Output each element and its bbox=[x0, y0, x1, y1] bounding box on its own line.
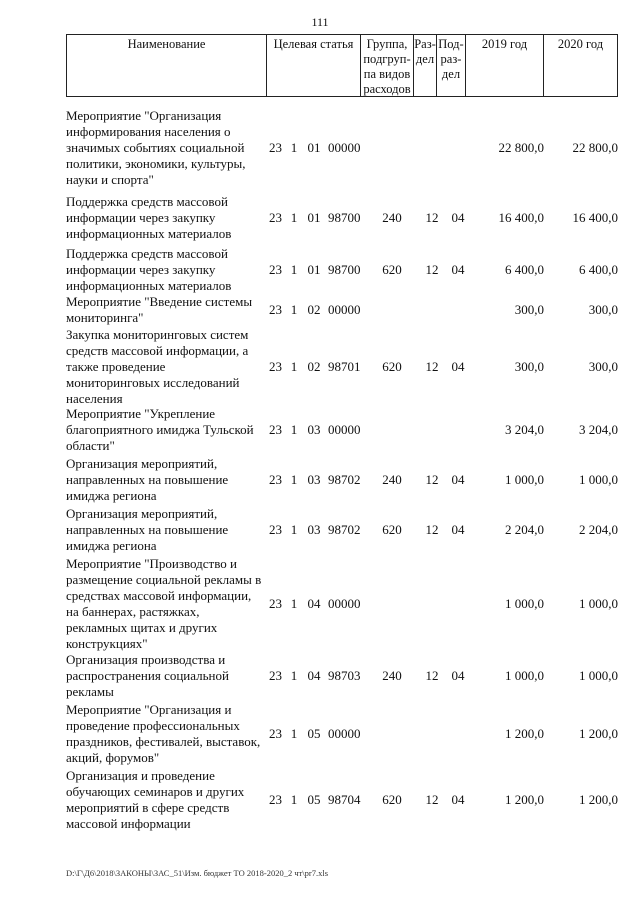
row-name bbox=[66, 294, 262, 326]
row-podrazdel: 04 bbox=[451, 262, 465, 277]
row-name-line: обучающих семинаров и других bbox=[66, 784, 245, 799]
row-group: 620 bbox=[382, 792, 402, 807]
row-name bbox=[66, 702, 262, 766]
target-code-part: 1 bbox=[290, 668, 298, 683]
row-group: 240 bbox=[382, 472, 402, 487]
row-name-line: конструкциях" bbox=[66, 636, 148, 651]
target-code-part: 23 bbox=[269, 472, 282, 487]
row-2019: 2 204,0 bbox=[505, 522, 544, 537]
row-name-line: направленных на повышение bbox=[66, 522, 229, 537]
row-name-line: размещение социальной рекламы в bbox=[66, 572, 262, 587]
table-row bbox=[66, 702, 618, 766]
row-name-line: Организация мероприятий, bbox=[66, 456, 218, 471]
row-name-line: Мероприятие "Организация bbox=[66, 108, 222, 123]
row-name-line: информационных материалов bbox=[66, 226, 232, 241]
row-name bbox=[66, 327, 262, 407]
row-name bbox=[66, 768, 262, 832]
row-name-line: массовой информации bbox=[66, 816, 191, 831]
row-name-line: Организация производства и bbox=[66, 652, 226, 667]
header-target: Целевая статья bbox=[267, 35, 361, 96]
row-name-line: Мероприятие "Организация и bbox=[66, 702, 232, 717]
row-name-line: Поддержка средств массовой bbox=[66, 194, 228, 209]
row-name bbox=[66, 506, 262, 554]
row-podrazdel: 04 bbox=[451, 792, 465, 807]
row-2020: 1 200,0 bbox=[579, 726, 618, 741]
row-2020: 1 000,0 bbox=[579, 668, 618, 683]
row-name-line: Организация и проведение bbox=[66, 768, 215, 783]
table-row bbox=[66, 194, 618, 242]
table-row bbox=[66, 246, 618, 294]
row-2020: 2 204,0 bbox=[579, 522, 618, 537]
target-code-part: 00000 bbox=[328, 302, 361, 317]
header-group-line: расходов bbox=[363, 82, 411, 96]
row-name-line: значимых событиях социальной bbox=[66, 140, 245, 155]
target-code-part: 1 bbox=[290, 726, 298, 741]
header-2019: 2019 год bbox=[466, 35, 544, 96]
row-2019: 16 400,0 bbox=[498, 210, 544, 225]
row-2020: 6 400,0 bbox=[579, 262, 618, 277]
row-name-line: Организация мероприятий, bbox=[66, 506, 218, 521]
row-razdel: 12 bbox=[425, 522, 439, 537]
row-2020: 22 800,0 bbox=[572, 140, 618, 155]
row-name bbox=[66, 108, 262, 188]
row-2019: 22 800,0 bbox=[498, 140, 544, 155]
row-podrazdel: 04 bbox=[451, 522, 465, 537]
target-code-part: 23 bbox=[269, 302, 282, 317]
target-code-part: 23 bbox=[269, 359, 282, 374]
header-podrazdel-line: Под- bbox=[438, 37, 464, 51]
target-code-part: 98701 bbox=[328, 359, 361, 374]
row-target-code bbox=[266, 422, 431, 438]
target-code-part: 23 bbox=[269, 668, 282, 683]
header-razdel-line: дел bbox=[415, 52, 435, 66]
row-group: 240 bbox=[382, 668, 402, 683]
target-code-part: 98700 bbox=[328, 262, 361, 277]
target-code-part: 98702 bbox=[328, 472, 361, 487]
row-2020: 16 400,0 bbox=[572, 210, 618, 225]
row-name-line: благоприятного имиджа Тульской bbox=[66, 422, 254, 437]
row-name-line: мониторинга" bbox=[66, 310, 144, 325]
header-razdel-line: Раз- bbox=[414, 37, 436, 51]
row-target-code bbox=[266, 140, 431, 156]
row-name-line: Мероприятие "Производство и bbox=[66, 556, 237, 571]
target-code-part: 23 bbox=[269, 422, 282, 437]
header-podrazdel-line: раз- bbox=[440, 52, 462, 66]
target-code-part: 1 bbox=[290, 210, 298, 225]
row-name bbox=[66, 246, 262, 294]
target-code-part: 23 bbox=[269, 210, 282, 225]
row-name-line: мониторинговых исследований bbox=[66, 375, 240, 390]
table-row bbox=[66, 294, 618, 326]
target-code-part: 98702 bbox=[328, 522, 361, 537]
target-code-part: 1 bbox=[290, 262, 298, 277]
row-name-line: проведение профессиональных bbox=[66, 718, 240, 733]
row-razdel: 12 bbox=[425, 262, 439, 277]
header-2020: 2020 год bbox=[557, 37, 604, 51]
target-code-part: 98704 bbox=[328, 792, 361, 807]
row-podrazdel: 04 bbox=[451, 359, 465, 374]
row-razdel: 12 bbox=[425, 668, 439, 683]
row-name-line: области" bbox=[66, 438, 115, 453]
row-razdel: 12 bbox=[425, 210, 439, 225]
row-2019: 1 200,0 bbox=[505, 726, 544, 741]
target-code-part: 98703 bbox=[328, 668, 361, 683]
target-code-part: 03 bbox=[307, 422, 321, 437]
row-name-line: Мероприятие "Укрепление bbox=[66, 406, 216, 421]
row-name-line: на баннерах, растяжках, bbox=[66, 604, 200, 619]
header-name: Наименование bbox=[67, 35, 267, 96]
table-row bbox=[66, 556, 618, 652]
table-row bbox=[66, 652, 618, 700]
target-code-part: 1 bbox=[290, 522, 298, 537]
row-name-line: политики, экономики, культуры, bbox=[66, 156, 246, 171]
row-2019: 300,0 bbox=[514, 302, 544, 317]
target-code-part: 01 bbox=[307, 210, 321, 225]
row-2019: 6 400,0 bbox=[505, 262, 544, 277]
row-name-line: информации через закупку bbox=[66, 262, 216, 277]
row-2019: 3 204,0 bbox=[505, 422, 544, 437]
target-code-part: 01 bbox=[307, 140, 321, 155]
target-code-part: 23 bbox=[269, 140, 282, 155]
row-name-line: также проведение bbox=[66, 359, 166, 374]
row-2020: 1 000,0 bbox=[579, 596, 618, 611]
row-name-line: имиджа региона bbox=[66, 488, 157, 503]
row-name-line: информации через закупку bbox=[66, 210, 216, 225]
row-name-line: рекламных щитах и других bbox=[66, 620, 218, 635]
target-code-part: 23 bbox=[269, 596, 282, 611]
row-2019: 1 000,0 bbox=[505, 472, 544, 487]
row-group: 620 bbox=[382, 262, 402, 277]
row-name-line: средствах массовой информации, bbox=[66, 588, 252, 603]
row-name-line: информационных материалов bbox=[66, 278, 232, 293]
row-podrazdel: 04 bbox=[451, 668, 465, 683]
table-row bbox=[66, 506, 618, 554]
target-code-part: 1 bbox=[290, 302, 298, 317]
row-name-line: распространения социальной bbox=[66, 668, 229, 683]
header-podrazdel bbox=[437, 35, 466, 96]
row-2020: 1 200,0 bbox=[579, 792, 618, 807]
row-target-code bbox=[266, 302, 431, 318]
target-code-part: 23 bbox=[269, 522, 282, 537]
target-code-part: 98700 bbox=[328, 210, 361, 225]
target-code-part: 1 bbox=[290, 472, 298, 487]
header-razdel bbox=[414, 35, 437, 96]
page-number: 111 bbox=[311, 15, 329, 29]
row-2019: 1 000,0 bbox=[505, 596, 544, 611]
target-code-part: 23 bbox=[269, 262, 282, 277]
row-target-code bbox=[266, 726, 431, 742]
row-name-line: средств массовой информации, а bbox=[66, 343, 249, 358]
target-code-part: 02 bbox=[307, 302, 321, 317]
row-2019: 300,0 bbox=[514, 359, 544, 374]
row-name-line: праздников, фестивалей, выставок, bbox=[66, 734, 261, 749]
row-name-line: рекламы bbox=[66, 684, 114, 699]
target-code-part: 1 bbox=[290, 359, 298, 374]
target-code-part: 23 bbox=[269, 726, 282, 741]
row-2020: 300,0 bbox=[588, 302, 618, 317]
table-row bbox=[66, 768, 618, 832]
row-name-line: информирования населения о bbox=[66, 124, 231, 139]
table-header bbox=[66, 34, 618, 97]
row-2019: 1 200,0 bbox=[505, 792, 544, 807]
target-code-part: 1 bbox=[290, 596, 298, 611]
table-row bbox=[66, 406, 618, 454]
row-2020: 3 204,0 bbox=[579, 422, 618, 437]
row-name bbox=[66, 652, 262, 700]
target-code-part: 1 bbox=[290, 422, 298, 437]
target-code-part: 23 bbox=[269, 792, 282, 807]
row-podrazdel: 04 bbox=[451, 210, 465, 225]
row-name-line: населения bbox=[66, 391, 123, 406]
file-path-footer: D:\Г\Д6\2018\ЗАКОНЫ\ЗАС_51\Изм. бюджет ТО 2018-2020_2 чт\pr7.xls bbox=[66, 868, 329, 878]
target-code-part: 04 bbox=[307, 596, 321, 611]
row-group: 620 bbox=[382, 522, 402, 537]
row-razdel: 12 bbox=[425, 359, 439, 374]
target-code-part: 00000 bbox=[328, 726, 361, 741]
table-row bbox=[66, 456, 618, 504]
row-name-line: имиджа региона bbox=[66, 538, 157, 553]
row-name-line: мероприятий в сфере средств bbox=[66, 800, 230, 815]
target-code-part: 03 bbox=[307, 472, 321, 487]
row-name-line: науки и спорта" bbox=[66, 172, 154, 187]
table-row bbox=[66, 327, 618, 407]
row-name-line: Мероприятие "Введение системы bbox=[66, 294, 253, 309]
target-code-part: 1 bbox=[290, 792, 298, 807]
row-2020: 300,0 bbox=[588, 359, 618, 374]
row-2019: 1 000,0 bbox=[505, 668, 544, 683]
target-code-part: 1 bbox=[290, 140, 298, 155]
row-podrazdel: 04 bbox=[451, 472, 465, 487]
target-code-part: 00000 bbox=[328, 422, 361, 437]
table-row bbox=[66, 108, 618, 188]
row-group: 240 bbox=[382, 210, 402, 225]
target-code-part: 00000 bbox=[328, 140, 361, 155]
row-razdel: 12 bbox=[425, 792, 439, 807]
row-razdel: 12 bbox=[425, 472, 439, 487]
target-code-part: 00000 bbox=[328, 596, 361, 611]
row-name bbox=[66, 194, 262, 242]
row-group: 620 bbox=[382, 359, 402, 374]
target-code-part: 03 bbox=[307, 522, 321, 537]
header-group bbox=[361, 35, 414, 96]
target-code-part: 05 bbox=[307, 726, 321, 741]
row-target-code bbox=[266, 596, 431, 612]
header-group-line: Группа, bbox=[366, 37, 408, 51]
header-group-line: па видов bbox=[363, 67, 411, 81]
row-name-line: Поддержка средств массовой bbox=[66, 246, 228, 261]
target-code-part: 02 bbox=[307, 359, 321, 374]
target-code-part: 04 bbox=[307, 668, 321, 683]
target-code-part: 01 bbox=[307, 262, 321, 277]
row-2020: 1 000,0 bbox=[579, 472, 618, 487]
row-name-line: акций, форумов" bbox=[66, 750, 160, 765]
row-name bbox=[66, 456, 262, 504]
row-name bbox=[66, 406, 262, 454]
row-name-line: Закупка мониторинговых систем bbox=[66, 327, 249, 342]
header-group-line: подгруп- bbox=[363, 52, 411, 66]
row-name bbox=[66, 556, 262, 652]
row-name-line: направленных на повышение bbox=[66, 472, 229, 487]
target-code-part: 05 bbox=[307, 792, 321, 807]
header-podrazdel-line: дел bbox=[441, 67, 461, 81]
